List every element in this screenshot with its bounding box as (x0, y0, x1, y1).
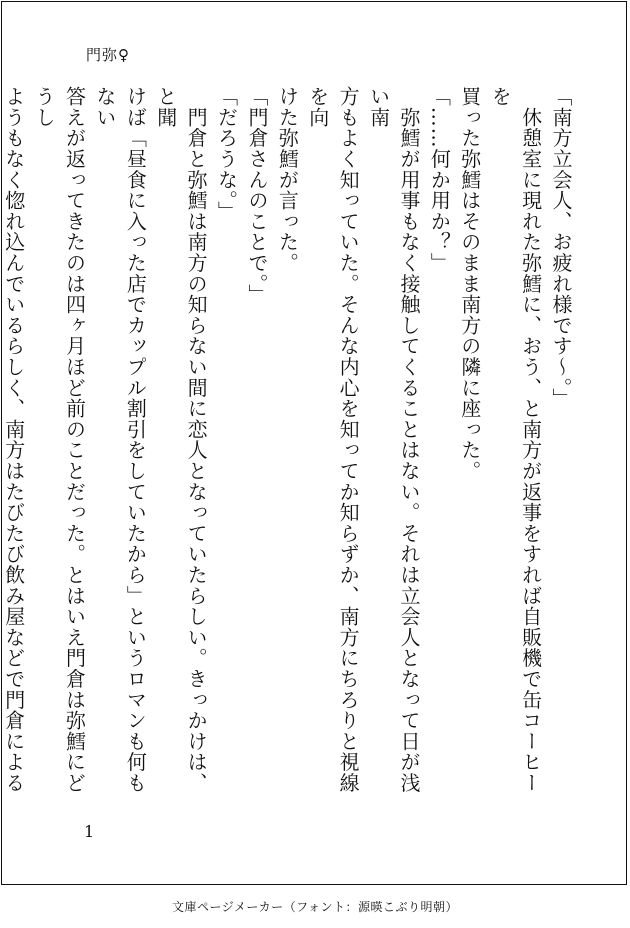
text-line: 「だろうな。」 (214, 86, 239, 222)
text-line: 「……何か用か？」 (427, 86, 452, 274)
text-line: 門倉と弥鱈は南方の知らない間に恋人となっていたらしい。きっかけは、と聞 (153, 86, 209, 794)
vertical-body-text (1, 86, 576, 806)
page-header-title: 門弥♀ (86, 46, 130, 64)
text-line: 「南方立会人、お疲れ様です～。」 (549, 86, 573, 409)
text-line: 弥鱈が用事もなく接触してくることはない。それは立会人となって日が浅い南 (366, 86, 421, 794)
text-line: けば「昼食に入った店でカップル割引をしていたから」というロマンも何もない (92, 86, 148, 794)
text-line: ようもなく惚れ込んでいるらしく、南方はたびたび飲み屋などで門倉による (1, 86, 26, 794)
text-line: 休憩室に現れた弥鱈に、おう、と南方が返事をすれば自販機で缶コーヒーを (488, 86, 543, 794)
footer-credit: 文庫ページメーカー（フォント：源暎こぶり明朝） (171, 900, 459, 914)
text-line: けた弥鱈が言った。 (275, 86, 300, 274)
text-line: 答えが返ってきたのは四ヶ月ほど前のことだった。とはいえ門倉は弥鱈にどうし (32, 86, 87, 794)
book-page (1, 1, 627, 885)
text-line: 「門倉さんのことで。」 (244, 86, 269, 305)
text-line: 買った弥鱈はそのまま南方の隣に座った。 (457, 86, 482, 482)
text-line: 方もよく知っていた。そんな内心を知ってか知らずか、南方にちろりと視線を向 (305, 86, 361, 794)
page-number: 1 (84, 822, 95, 841)
